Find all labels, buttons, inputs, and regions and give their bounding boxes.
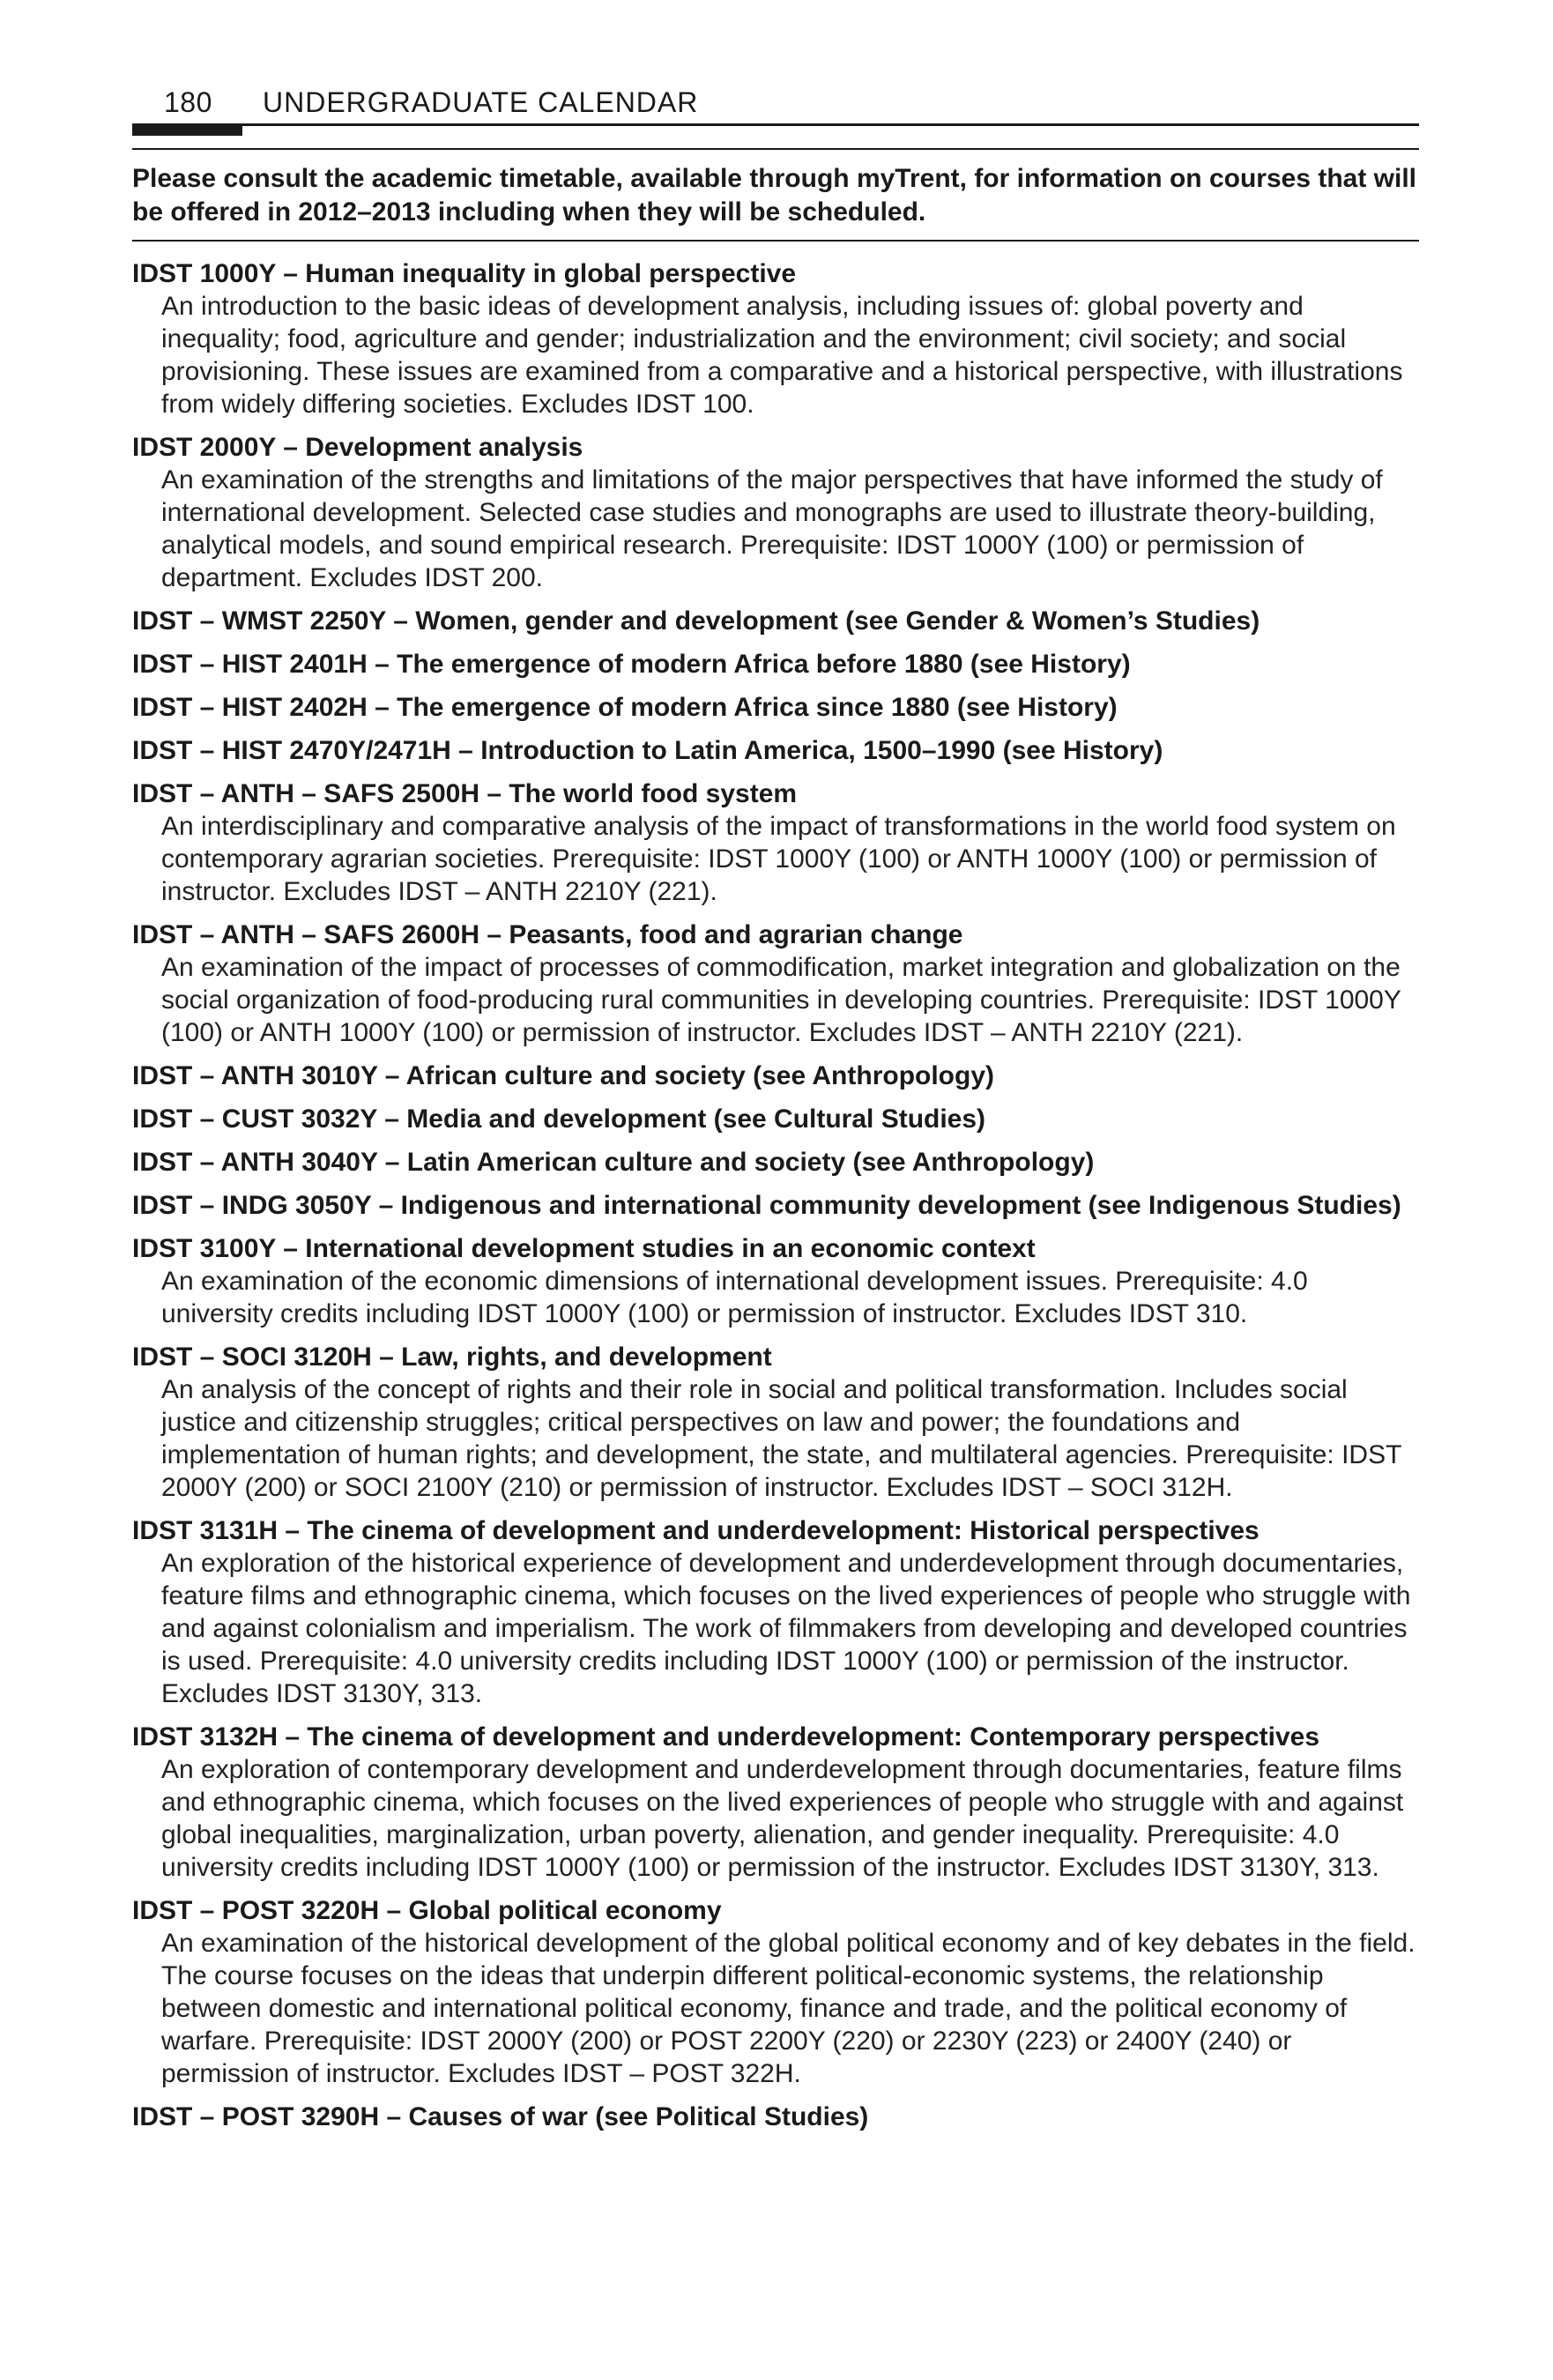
course-entry [132, 1146, 1419, 1179]
course-title: IDST – WMST 2250Y – Women, gender and development (see Gender & Women’s Studies) [132, 606, 1260, 636]
course-entry [132, 1232, 1419, 1330]
course-description: An examination of the impact of processes of commodification, market integration and globalization on the social organization of food-producing rural communities in developing countries. Prerequisite: IDST 1000Y (100) or ANTH 1000Y (100) or permission of instructor. Excludes IDST – ANTH 2210Y (221). [161, 953, 1401, 1047]
course-entry [132, 1341, 1419, 1504]
course-title: IDST – POST 3290H – Causes of war (see Political Studies) [132, 2102, 869, 2131]
course-description: An interdisciplinary and comparative analysis of the impact of transformations in the world food system on contemporary agrarian societies. Prerequisite: IDST 1000Y (100) or ANTH 1000Y (100) or permission of instructor. Excludes IDST – ANTH 2210Y (221). [161, 812, 1396, 906]
course-title: IDST – CUST 3032Y – Media and development (see Cultural Studies) [132, 1104, 986, 1134]
course-title: IDST – ANTH – SAFS 2500H – The world food system [132, 779, 798, 808]
course-entry [132, 1060, 1419, 1092]
course-entry [132, 734, 1419, 767]
course-title: IDST 1000Y – Human inequality in global perspective [132, 259, 797, 288]
course-title: IDST – HIST 2402H – The emergence of modern Africa since 1880 (see History) [132, 693, 1118, 722]
course-title: IDST – HIST 2401H – The emergence of modern Africa before 1880 (see History) [132, 650, 1131, 679]
page-number: 180 [164, 86, 212, 118]
course-title: IDST 3132H – The cinema of development and underdevelopment: Contemporary perspectives [132, 1722, 1320, 1752]
course-entry [132, 605, 1419, 637]
course-entry [132, 2101, 1419, 2133]
course-entry [132, 1103, 1419, 1135]
header-rule [132, 123, 1419, 126]
course-description: An analysis of the concept of rights and their role in social and political transformation. Includes social justice and citizenship struggles; critical perspectives on law and power; the foundations and implementation of human rights; and development, the state, and multilateral agencies. Prerequisite: IDST 2000Y (200) or SOCI 2100Y (210) or permission of instructor. Excludes IDST – SOCI 312H. [161, 1375, 1401, 1502]
course-entry [132, 919, 1419, 1049]
course-title: IDST – INDG 3050Y – Indigenous and international community development (see Indigenous Studies) [132, 1191, 1401, 1220]
timetable-notice: Please consult the academic timetable, available through myTrent, for information on courses that will be offered in 2012–2013 including when they will be scheduled. [132, 148, 1419, 242]
course-description: An exploration of contemporary development and underdevelopment through documentaries, feature films and ethnographic cinema, which focuses on the lived experiences of people who struggle with and against global inequalities, marginalization, urban poverty, alienation, and gender inequality. Prerequisite: 4.0 university credits including IDST 1000Y (100) or permission of the instructor. Excludes IDST 3130Y, 313. [161, 1755, 1404, 1882]
course-entry [132, 1721, 1419, 1884]
course-description: An examination of the historical development of the global political economy and of key debates in the field. The course focuses on the ideas that underpin different political-economic systems, the relationship between domestic and international political economy, finance and trade, and the political economy of warfare. Prerequisite: IDST 2000Y (200) or POST 2200Y (220) or 2230Y (223) or 2400Y (240) or permission of instructor. Excludes IDST – POST 322H. [161, 1929, 1416, 2088]
course-title: IDST 3100Y – International development studies in an economic context [132, 1234, 1036, 1263]
course-entry [132, 1514, 1419, 1710]
course-entry [132, 777, 1419, 908]
course-title: IDST – SOCI 3120H – Law, rights, and development [132, 1342, 772, 1372]
header-rule-marker [132, 123, 242, 136]
course-title: IDST – POST 3220H – Global political economy [132, 1896, 722, 1925]
course-title: IDST – ANTH – SAFS 2600H – Peasants, food and agrarian change [132, 920, 963, 949]
course-title: IDST – ANTH 3040Y – Latin American culture and society (see Anthropology) [132, 1148, 1095, 1177]
course-description: An examination of the strengths and limitations of the major perspectives that have informed the study of international development. Selected case studies and monographs are used to illustrate theory-building, analytical models, and sound empirical research. Prerequisite: IDST 1000Y (100) or permission of department. Excludes IDST 200. [161, 465, 1383, 592]
course-description: An introduction to the basic ideas of development analysis, including issues of: global poverty and inequality; food, agriculture and gender; industrialization and the environment; civil society; and social provisioning. These issues are examined from a comparative and a historical perspective, with illustrations from widely differing societies. Excludes IDST 100. [161, 292, 1403, 419]
running-title: UNDERGRADUATE CALENDAR [263, 86, 699, 118]
course-entry [132, 648, 1419, 681]
course-description: An exploration of the historical experience of development and underdevelopment through documentaries, feature films and ethnographic cinema, which focuses on the lived experiences of people who struggle with and against colonialism and imperialism. The work of filmmakers from developing and developed countries is used. Prerequisite: 4.0 university credits including IDST 1000Y (100) or permission of the instructor. Excludes IDST 3130Y, 313. [161, 1549, 1411, 1708]
course-title: IDST 3131H – The cinema of development and underdevelopment: Historical perspectives [132, 1516, 1259, 1545]
course-list [132, 257, 1419, 2144]
course-entry [132, 257, 1419, 420]
course-title: IDST 2000Y – Development analysis [132, 433, 583, 462]
course-title: IDST – HIST 2470Y/2471H – Introduction to Latin America, 1500–1990 (see History) [132, 736, 1163, 765]
course-title: IDST – ANTH 3010Y – African culture and society (see Anthropology) [132, 1061, 995, 1090]
course-entry [132, 431, 1419, 594]
course-entry [132, 1189, 1419, 1222]
course-entry [132, 1894, 1419, 2090]
course-description: An examination of the economic dimensions of international development issues. Prerequisite: 4.0 university credits including IDST 1000Y (100) or permission of instructor. Excludes IDST 310. [161, 1267, 1308, 1328]
page-header [132, 78, 1419, 125]
course-entry [132, 691, 1419, 724]
